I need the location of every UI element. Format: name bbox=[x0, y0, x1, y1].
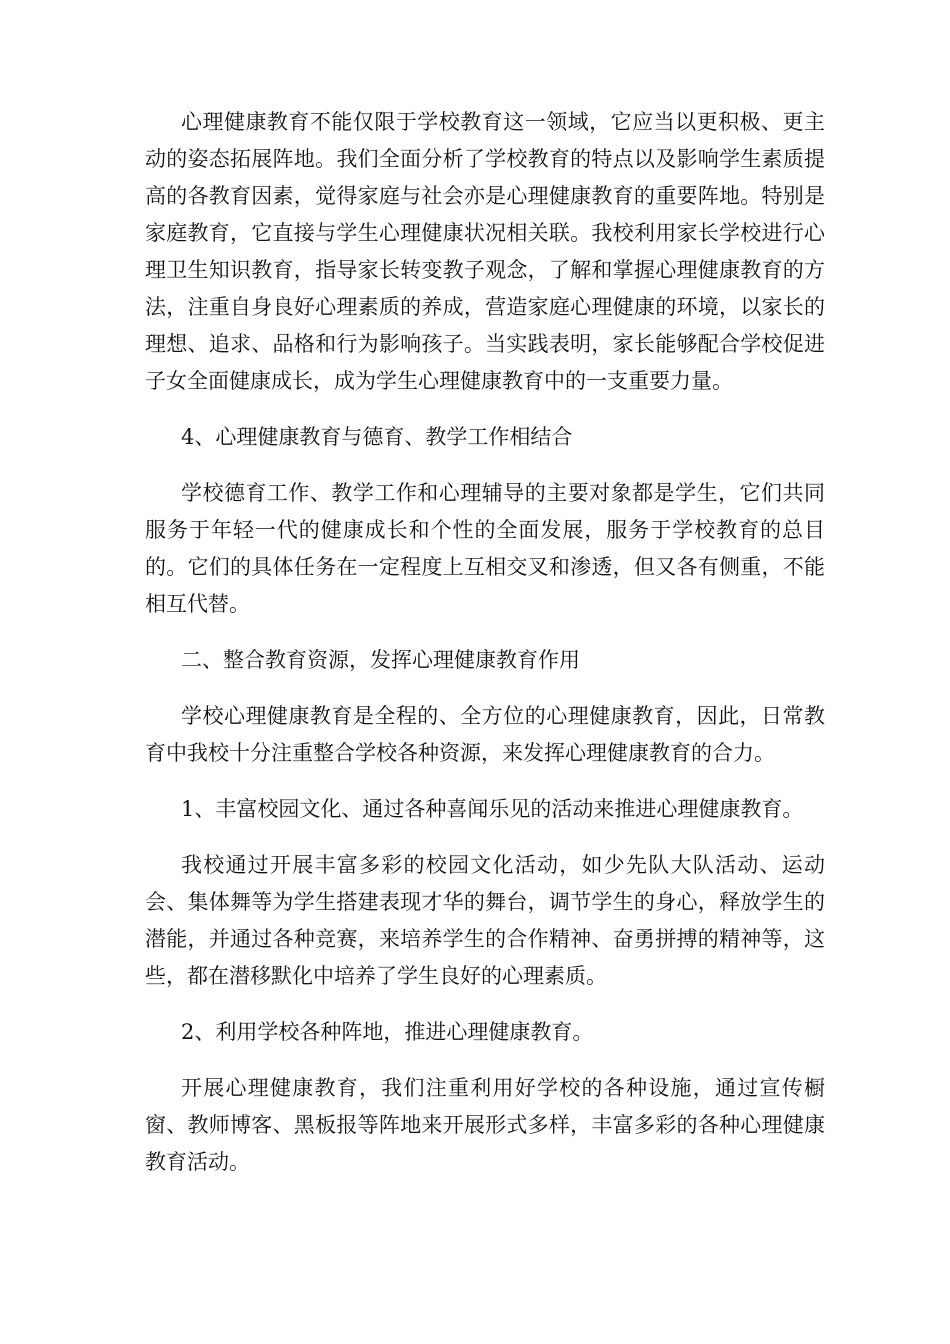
paragraph-gap bbox=[145, 772, 825, 791]
heading-school-facilities: 2、利用学校各种阵地，推进心理健康教育。 bbox=[181, 1020, 594, 1044]
paragraph-gap bbox=[145, 679, 825, 698]
paragraph-integrate-resources: 学校心理健康教育是全程的、全方位的心理健康教育，因此，日常教育中我校十分注重整合学校各种资源，来发挥心理健康教育的合力。 bbox=[145, 704, 825, 765]
paragraph-gap bbox=[145, 456, 825, 475]
paragraph-gap bbox=[145, 400, 825, 419]
paragraph-gap bbox=[145, 828, 825, 847]
paragraph-gap bbox=[145, 1051, 825, 1070]
paragraph-moral-teaching: 学校德育工作、教学工作和心理辅导的主要对象都是学生，它们共同服务于年轻一代的健康成长和个性的全面发展，服务于学校教育的总目的。它们的具体任务在一定程度上互相交叉和渗透，但又各有侧重，不能相互代替。 bbox=[145, 481, 825, 616]
paragraph-school-facilities: 开展心理健康教育，我们注重利用好学校的各种设施，通过宣传橱窗、教师博客、黑板报等阵地来开展形式多样，丰富多彩的各种心理健康教育活动。 bbox=[145, 1076, 825, 1174]
paragraph-campus-culture: 我校通过开展丰富多彩的校园文化活动，如少先队大队活动、运动会、集体舞等为学生搭建表现才华的舞台，调节学生的身心，释放学生的潜能，并通过各种竞赛，来培养学生的合作精神、奋勇拼搏的精神等，这些，都在潜移默化中培养了学生良好的心理素质。 bbox=[145, 853, 825, 988]
heading-moral-teaching: 4、心理健康教育与德育、教学工作相结合 bbox=[181, 425, 573, 449]
document-body bbox=[145, 104, 825, 1181]
heading-campus-culture: 1、丰富校园文化、通过各种喜闻乐见的活动来推进心理健康教育。 bbox=[181, 797, 804, 821]
heading-integrate-resources: 二、整合教育资源，发挥心理健康教育作用 bbox=[181, 648, 580, 672]
paragraph-gap bbox=[145, 995, 825, 1014]
paragraph-gap bbox=[145, 623, 825, 642]
paragraph-family-education: 心理健康教育不能仅限于学校教育这一领域，它应当以更积极、更主动的姿态拓展阵地。我们全面分析了学校教育的特点以及影响学生素质提高的各教育因素，觉得家庭与社会亦是心理健康教育的重要阵地。特别是家庭教育，它直接与学生心理健康状况相关联。我校利用家长学校进行心理卫生知识教育，指导家长转变教子观念，了解和掌握心理健康教育的方法，注重自身良好心理素质的养成，营造家庭心理健康的环境，以家长的理想、追求、品格和行为影响孩子。当实践表明，家长能够配合学校促进子女全面健康成长，成为学生心理健康教育中的一支重要力量。 bbox=[145, 110, 825, 393]
